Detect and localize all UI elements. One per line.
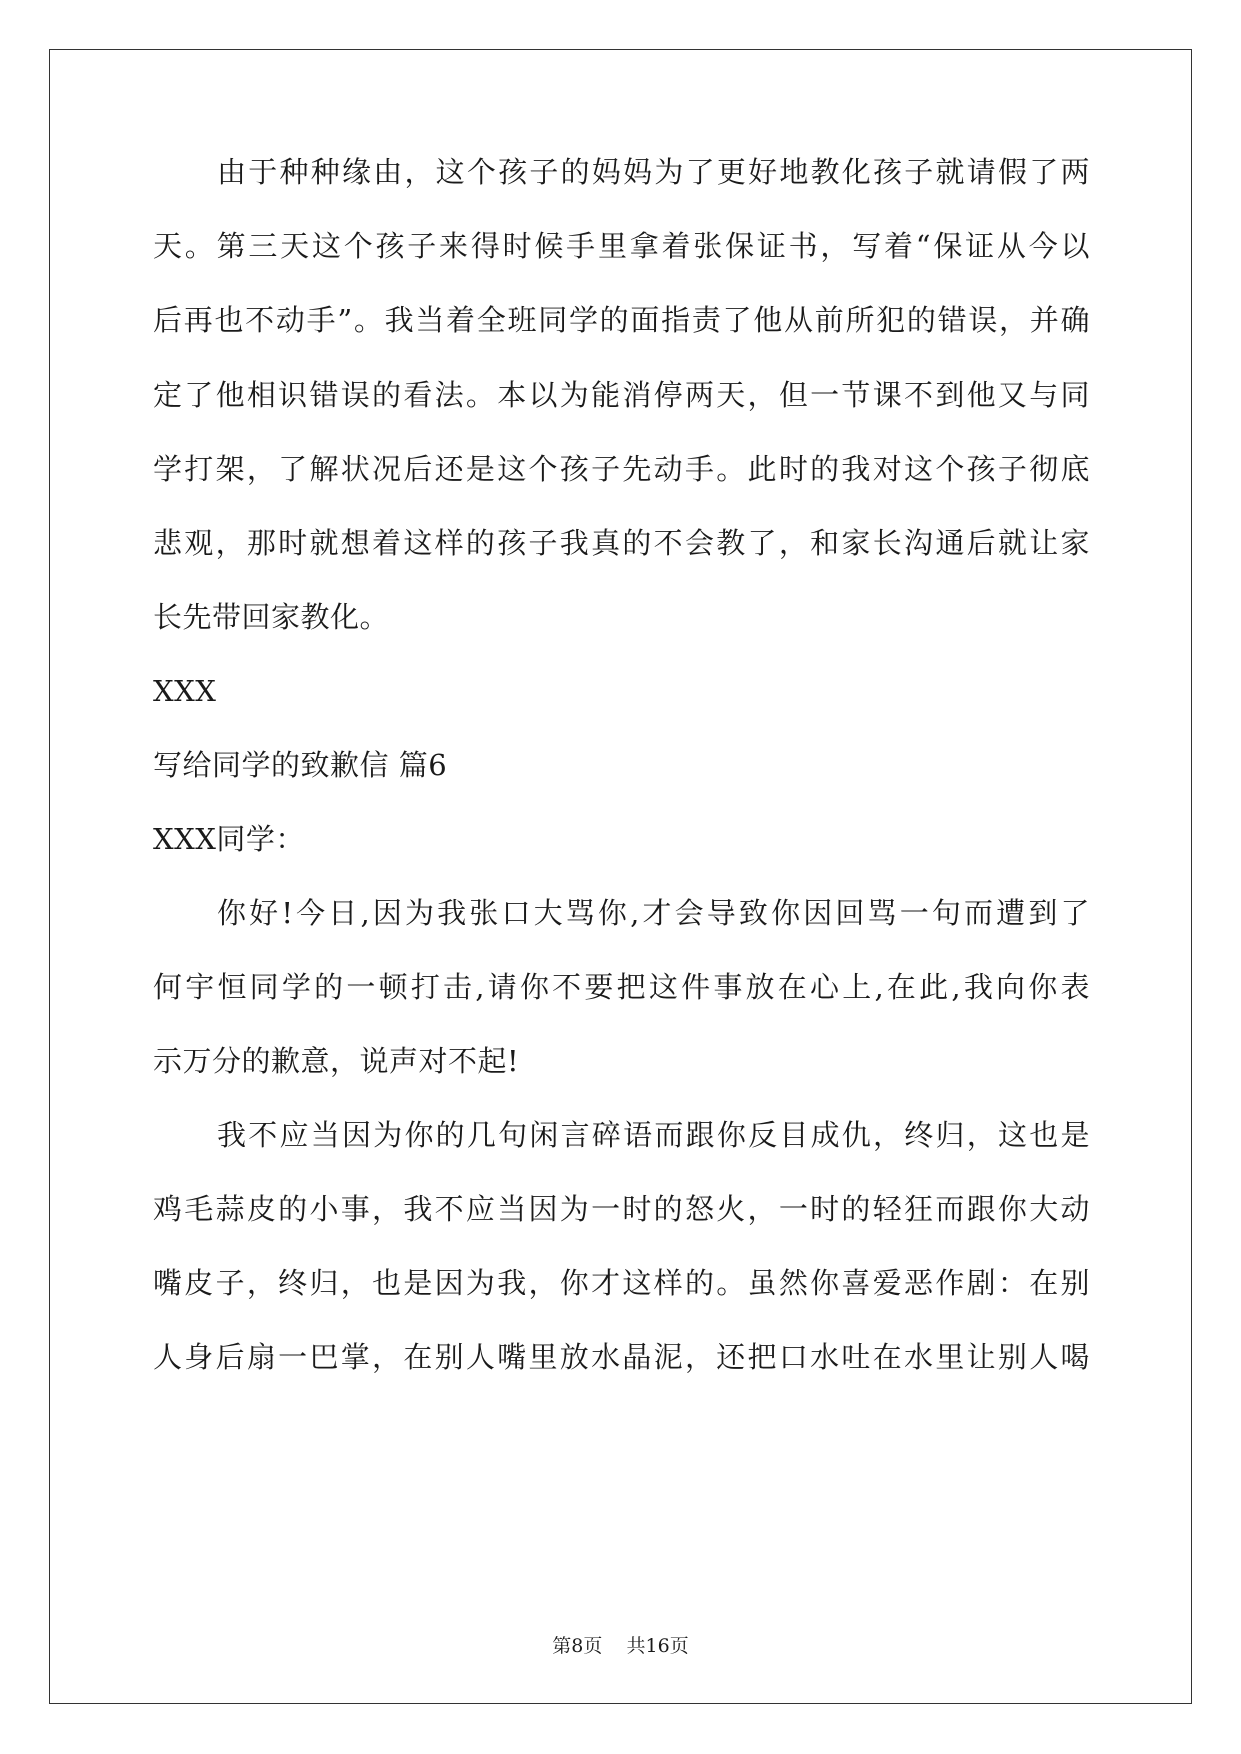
section-heading: 写给同学的致歉信 篇6 [153,748,448,782]
salutation-line: XXX同学： [153,822,305,856]
paragraph-line: 我不应当因为你的几句闲言碎语而跟你反目成仇，终归，这也是 [217,1118,1090,1152]
paragraph-line: 长先带回家教化。 [153,600,390,634]
page-frame [49,49,1192,1704]
footer-spacer [602,1635,626,1657]
paragraph-line: 定了他相识错误的看法。本以为能消停两天，但一节课不到他又与同 [153,378,1090,412]
page-number: 第8页 [552,1635,603,1657]
paragraph-line: 由于种种缘由，这个孩子的妈妈为了更好地教化孩子就请假了两 [217,155,1090,189]
page-footer [0,1634,1241,1658]
paragraph-line: 天。第三天这个孩子来得时候手里拿着张保证书，写着“保证从今以 [153,229,1090,263]
paragraph-line: 示万分的歉意，说声对不起! [153,1044,520,1078]
paragraph-line: 何宇恒同学的一顿打击,请你不要把这件事放在心上,在此,我向你表 [153,970,1090,1004]
paragraph-line: 学打架，了解状况后还是这个孩子先动手。此时的我对这个孩子彻底 [153,452,1090,486]
paragraph-line: 人身后扇一巴掌，在别人嘴里放水晶泥，还把口水吐在水里让别人喝 [153,1340,1090,1374]
paragraph-line: 嘴皮子，终归，也是因为我，你才这样的。虽然你喜爱恶作剧：在别 [153,1266,1090,1300]
paragraph-line: 悲观，那时就想着这样的孩子我真的不会教了，和家长沟通后就让家 [153,526,1090,560]
paragraph-line: 你好!今日,因为我张口大骂你,才会导致你因回骂一句而遭到了 [217,896,1090,930]
signature-line: XXX [153,674,217,708]
paragraph-line: 鸡毛蒜皮的小事，我不应当因为一时的怒火，一时的轻狂而跟你大动 [153,1192,1090,1226]
page-total: 共16页 [626,1635,689,1657]
paragraph-line: 后再也不动手”。我当着全班同学的面指责了他从前所犯的错误，并确 [153,303,1090,337]
